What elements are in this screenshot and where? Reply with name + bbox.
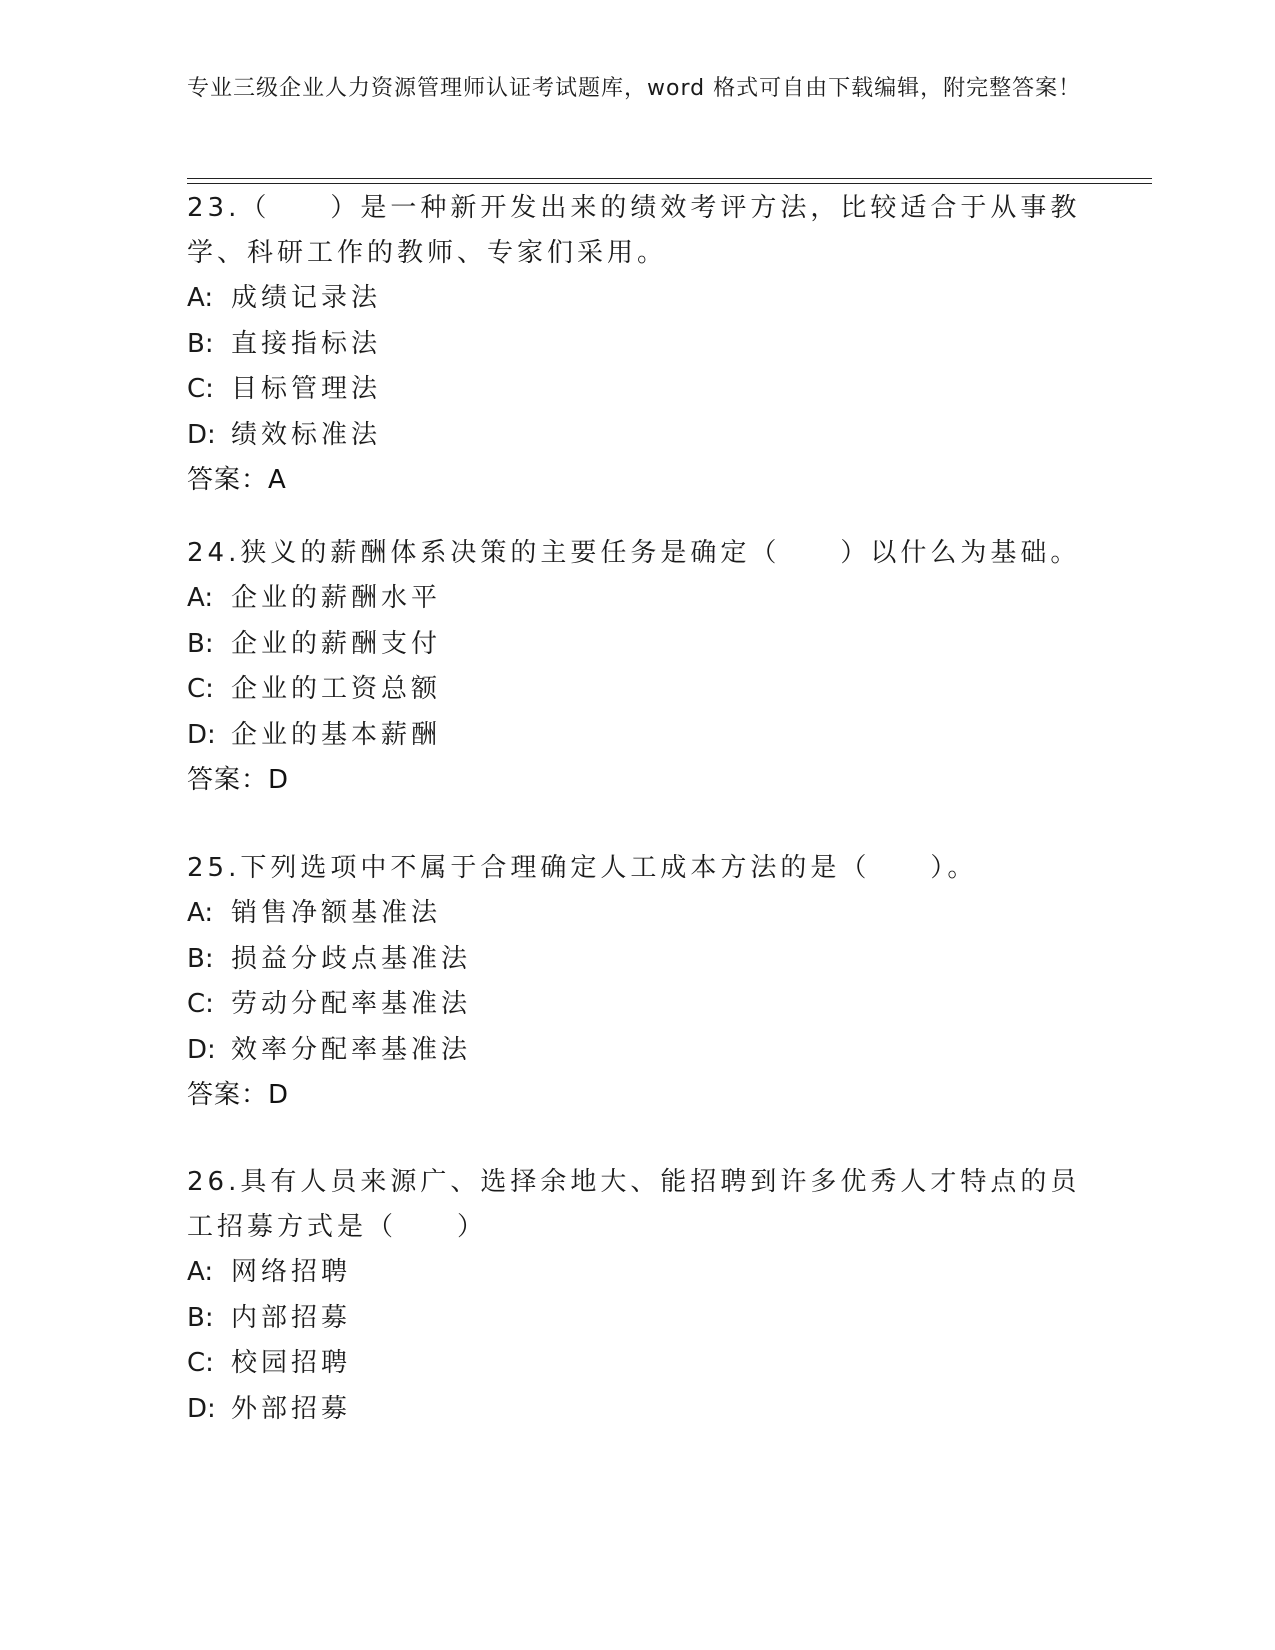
option-text: 内部招募 [231,1302,352,1333]
option-letter: C: [187,989,214,1019]
option-d [187,1387,1087,1433]
option-text: 成绩记录法 [231,283,382,313]
option-letter: D: [187,419,216,450]
header-rule-top [187,178,1152,179]
option-letter: A: [187,583,214,613]
option-letter: A: [187,898,214,928]
option-text: 销售净额基准法 [231,898,442,928]
question-26 [187,1160,1087,1432]
option-b [187,1296,1087,1342]
question-stem: 25.下列选项中不属于合理确定人工成本方法的是（ ）。 [187,853,978,883]
option-c [187,667,1087,713]
answer-label: 答案： [187,1080,269,1110]
option-letter: A: [187,283,214,313]
option-text: 企业的薪酬水平 [231,583,442,613]
option-b [187,937,1087,983]
option-letter: A: [187,1257,214,1287]
option-text: 企业的薪酬支付 [231,628,442,659]
option-text: 劳动分配率基准法 [231,989,472,1019]
option-letter: C: [187,674,214,704]
option-letter: B: [187,628,214,659]
question-25 [187,846,1087,1118]
option-text: 外部招募 [231,1393,352,1424]
answer-value: A [268,465,287,495]
answer-label: 答案： [187,765,269,795]
option-c [187,982,1087,1028]
option-c [187,1341,1087,1387]
question-stem: 24.狭义的薪酬体系决策的主要任务是确定（ ）以什么为基础。 [187,538,1081,568]
option-b [187,322,1087,368]
header-rule-bottom [187,183,1152,184]
option-letter: D: [187,1393,216,1424]
option-c [187,367,1087,413]
option-text: 企业的工资总额 [231,674,442,704]
option-letter: B: [187,328,214,359]
option-letter: D: [187,719,216,750]
option-a [187,276,1087,322]
answer-value: D [268,765,290,795]
answer-line [187,458,1087,503]
option-letter: B: [187,1302,214,1333]
option-a [187,1250,1087,1296]
option-d [187,1028,1087,1074]
answer-value: D [268,1080,290,1110]
question-stem: 23.（ ）是一种新开发出来的绩效考评方法，比较适合于从事教学、科研工作的教师、专家们采用。 [187,193,1081,268]
option-text: 效率分配率基准法 [231,1034,472,1065]
option-b [187,622,1087,668]
option-text: 目标管理法 [231,374,382,404]
answer-line [187,1073,1087,1118]
answer-label: 答案： [187,465,269,495]
option-letter: C: [187,1348,214,1378]
option-letter: C: [187,374,214,404]
option-letter: D: [187,1034,216,1065]
option-a [187,891,1087,937]
option-text: 直接指标法 [231,328,382,359]
option-d [187,413,1087,459]
option-letter: B: [187,943,214,974]
question-24 [187,531,1087,803]
option-text: 网络招聘 [231,1257,352,1287]
option-text: 企业的基本薪酬 [231,719,442,750]
option-a [187,576,1087,622]
answer-line [187,758,1087,803]
option-d [187,713,1087,759]
option-text: 校园招聘 [231,1348,352,1378]
document-header: 专业三级企业人力资源管理师认证考试题库，word 格式可自由下载编辑，附完整答案！ [187,76,1082,101]
question-23 [187,186,1087,503]
option-text: 绩效标准法 [231,419,382,450]
question-stem: 26.具有人员来源广、选择余地大、能招聘到许多优秀人才特点的员工招募方式是（ ） [187,1167,1081,1242]
option-text: 损益分歧点基准法 [231,943,472,974]
